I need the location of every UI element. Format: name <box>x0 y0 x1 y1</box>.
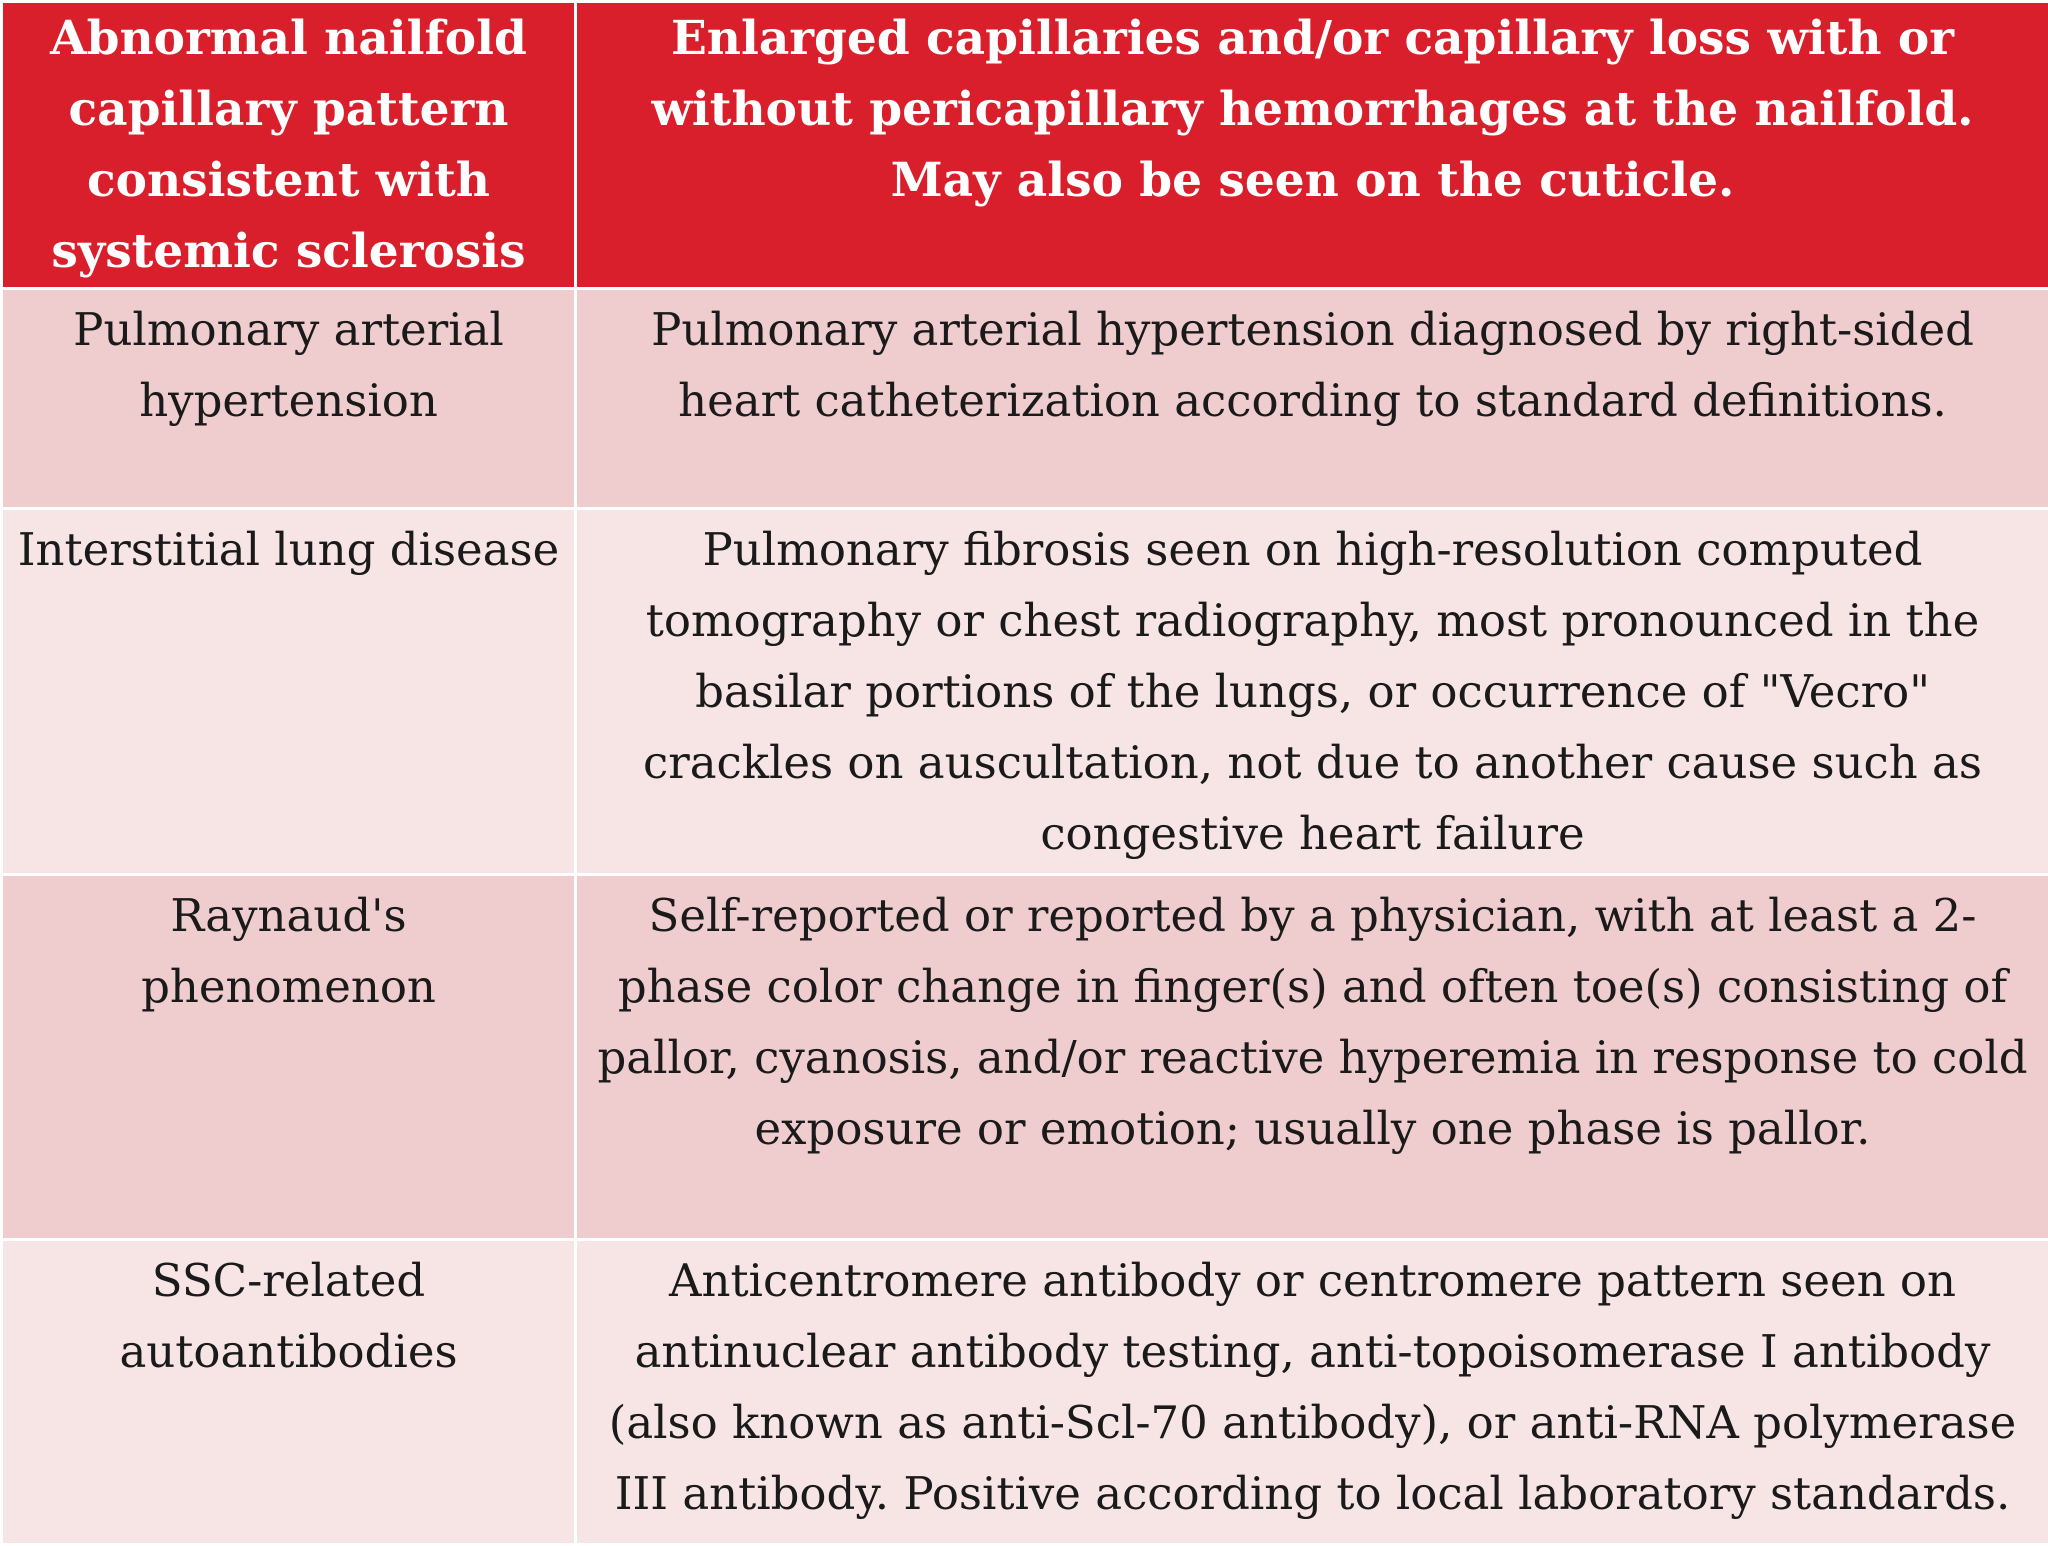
row-term-cell: Interstitial lung disease <box>2 509 576 875</box>
header-definition-cell: Enlarged capillaries and/or capillary loss with or without pericapillary hemorrhages at the nailfold. May also be seen on the cuticle. <box>576 2 2048 289</box>
row-definition-cell: Self-reported or reported by a physician, with at least a 2-phase color change in finger(s) and often toe(s) consisting of pallor, cyanosis, and/or reactive hyperemia in response to cold exposure or emotion; usually one phase is pallor. <box>576 875 2048 1240</box>
table-row <box>2 509 2048 875</box>
table-header-row <box>2 2 2048 289</box>
row-definition-cell: Pulmonary arterial hypertension diagnosed by right-sided heart catheterization according to standard definitions. <box>576 289 2048 509</box>
row-definition-cell: Pulmonary fibrosis seen on high-resolution computed tomography or chest radiography, most pronounced in the basilar portions of the lungs, or occurrence of "Vecro" crackles on auscultation, not due to another cause such as congestive heart failure <box>576 509 2048 875</box>
table-row <box>2 289 2048 509</box>
row-term-cell: Pulmonary arterial hypertension <box>2 289 576 509</box>
row-term-cell: SSC-related autoantibodies <box>2 1240 576 1545</box>
row-term-cell: Raynaud's phenomenon <box>2 875 576 1240</box>
table-row <box>2 875 2048 1240</box>
table-row <box>2 1240 2048 1545</box>
header-term-cell: Abnormal nailfold capillary pattern consistent with systemic sclerosis <box>2 2 576 289</box>
row-definition-cell: Anticentromere antibody or centromere pattern seen on antinuclear antibody testing, anti-topoisomerase I antibody (also known as anti-Scl-70 antibody), or anti-RNA polymerase III antibody. Positive according to local laboratory standards. <box>576 1240 2048 1545</box>
